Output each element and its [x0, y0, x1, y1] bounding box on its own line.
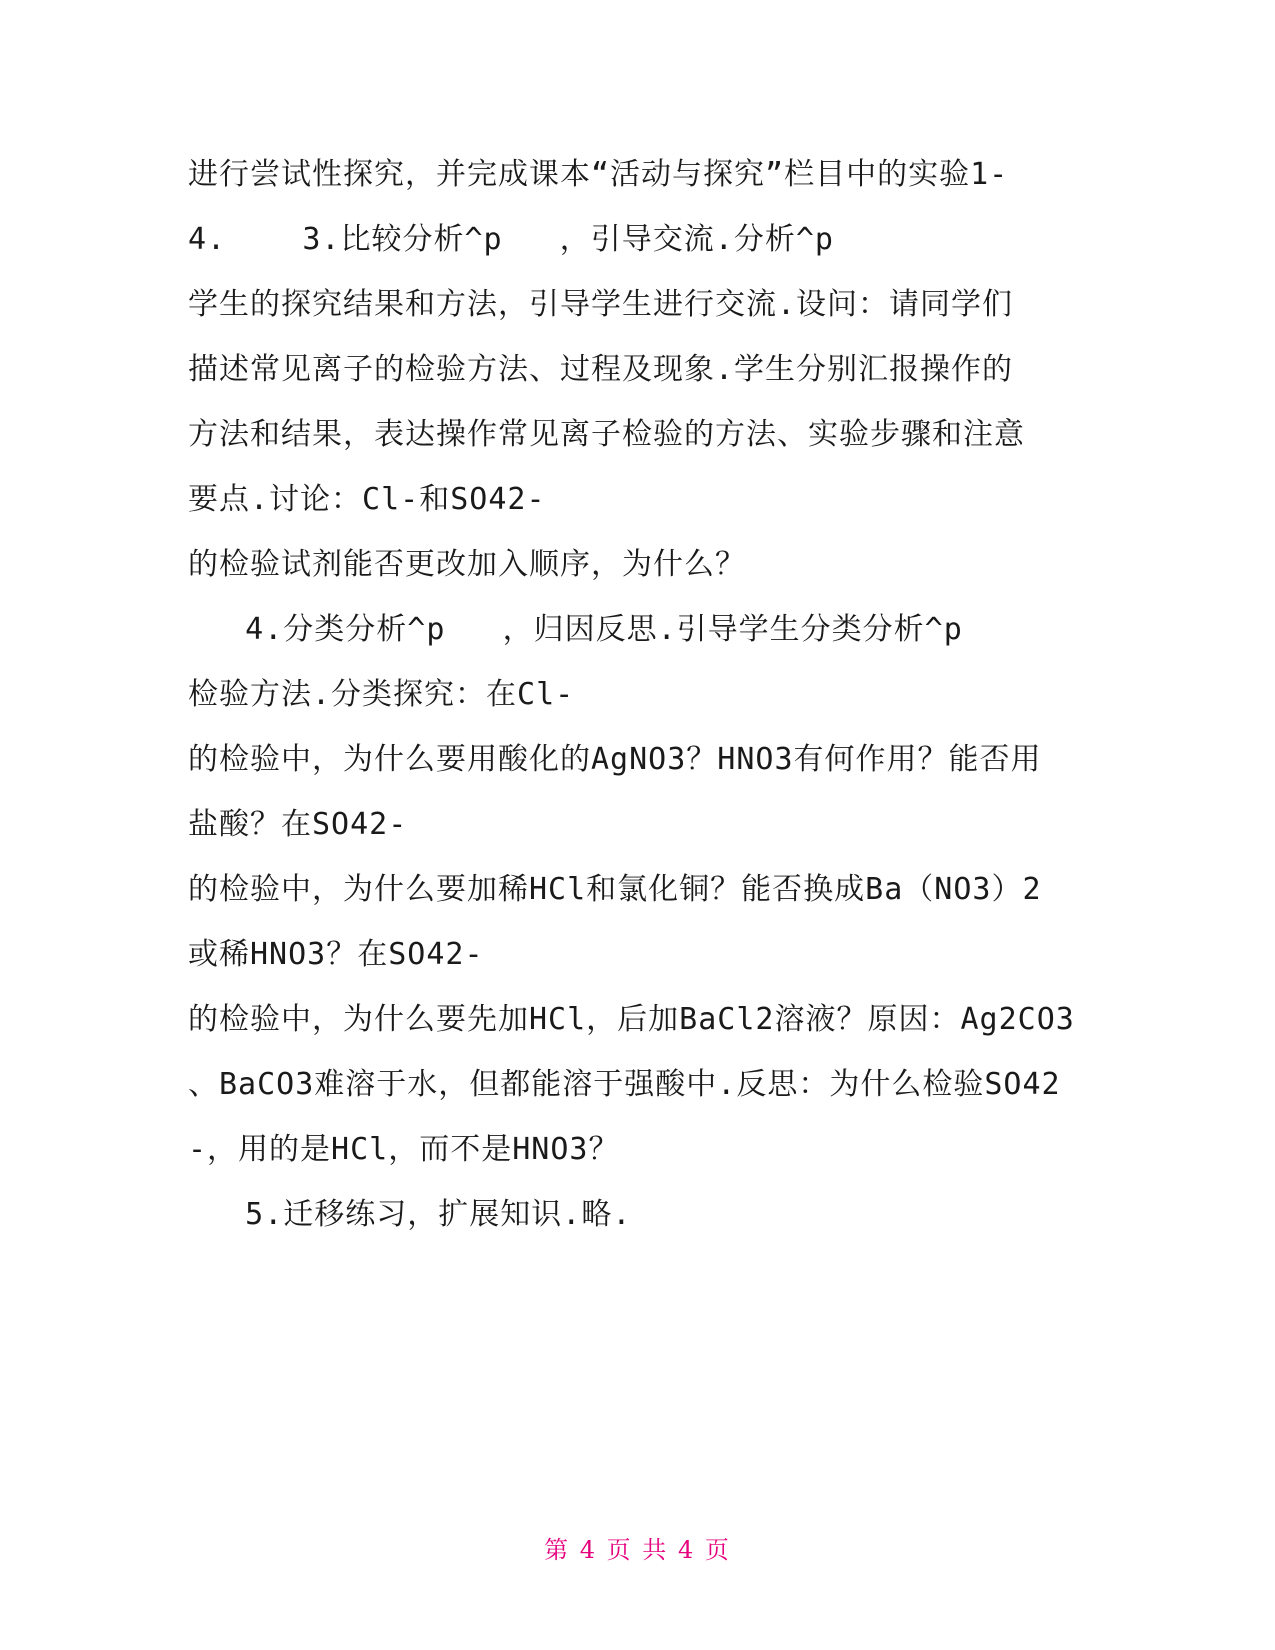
text-line-1: 进行尝试性探究，并完成课本“活动与探究”栏目中的实验1-	[188, 157, 1009, 192]
text-line-17: 5.迁移练习，扩展知识.略.	[188, 1197, 632, 1232]
text-line-12: 的检验中，为什么要加稀HCl和氯化铜？能否换成Ba（NO3）2	[188, 872, 1042, 907]
text-line-11: 盐酸？在SO42-	[188, 807, 408, 842]
text-line-2: 4. 3.比较分析^p ，引导交流.分析^p	[188, 222, 834, 257]
text-line-5: 方法和结果，表达操作常见离子检验的方法、实验步骤和注意	[188, 417, 1025, 452]
text-line-4: 描述常见离子的检验方法、过程及现象.学生分别汇报操作的	[188, 352, 1014, 387]
body-text	[188, 142, 1088, 1247]
text-line-7: 的检验试剂能否更改加入顺序，为什么？	[188, 547, 746, 582]
text-line-3: 学生的探究结果和方法，引导学生进行交流.设问：请同学们	[188, 287, 1014, 322]
text-line-16: -，用的是HCl，而不是HNO3？	[188, 1132, 620, 1167]
text-line-15: 、BaCO3难溶于水，但都能溶于强酸中.反思：为什么检验SO42	[188, 1067, 1061, 1102]
page-number-footer: 第 4 页 共 4 页	[544, 1536, 731, 1564]
text-line-6: 要点.讨论：Cl-和SO42-	[188, 482, 546, 517]
text-line-14: 的检验中，为什么要先加HCl，后加BaCl2溶液？原因：Ag2CO3	[188, 1002, 1075, 1037]
text-line-9: 检验方法.分类探究：在Cl-	[188, 677, 575, 712]
text-line-8: 4.分类分析^p ，归因反思.引导学生分类分析^p	[188, 612, 963, 647]
text-line-10: 的检验中，为什么要用酸化的AgNO3？HNO3有何作用？能否用	[188, 742, 1042, 777]
text-line-13: 或稀HNO3？在SO42-	[188, 937, 484, 972]
